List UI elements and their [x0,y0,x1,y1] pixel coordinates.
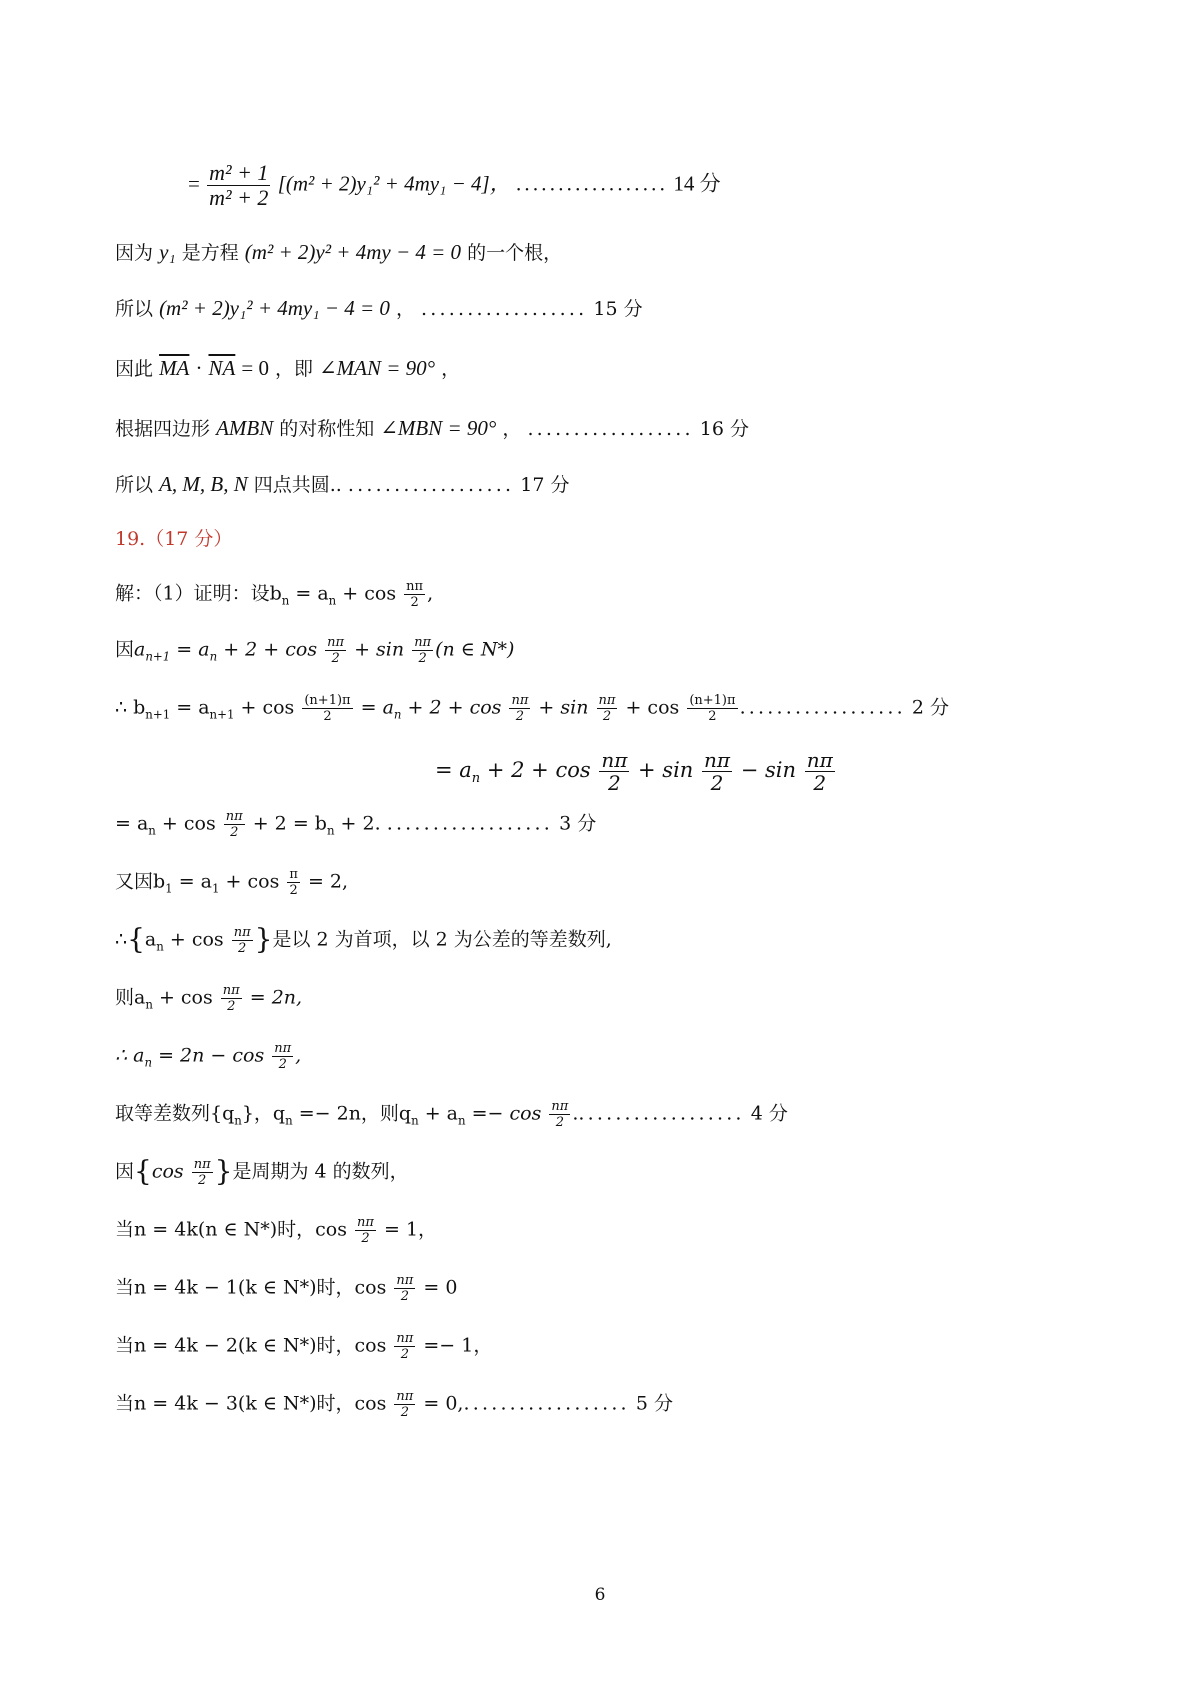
angle: ∠MBN = 90° [380,416,497,440]
score-label: 16 分 [699,418,750,440]
leader-dots: .................. [578,1102,745,1125]
score-label: 17 分 [520,474,570,496]
fraction: $\frac{n\pi}{2}$ [551,1099,569,1130]
text-line: 则$a_n + \cos$ $\frac{n\pi}{2}$ = 2n, [115,983,303,1014]
fraction: $\frac{(n+1)\pi}{2}$ [304,693,351,724]
leader-dots: .................. [527,418,694,440]
expression: [(m² + 2)y₁² + 4my₁ − 4]， [277,171,511,196]
vector-na: $\overline{NA}$ [208,356,236,380]
fraction: $\frac{n\pi}{2}$ [193,1157,211,1188]
score-label: 5 分 [635,1392,673,1415]
fraction: $\frac{n\pi}{2}$ [396,1389,414,1420]
text-line-2: ∴ $b_{n+1} = a_{n+1} + \cos$ $\frac{(n+1)\pi}{2}$ = $a_n + 2 + \cos$ $\frac{n\pi}{2}$ + sin $\frac{n\pi}{2}$ + cos $\frac{(n+1)\pi}{2}$ .................. 2 分 [115,693,950,724]
equation: (m² + 2)y₁² + 4my₁ − 4 = 0 [159,296,390,320]
text-line: 当n = 4k(n ∈ N*)时，cos $\frac{n\pi}{2}$ = 1， [115,1215,438,1246]
fraction: $\frac{n\pi}{2}$ [806,748,833,795]
text-line: 因{cos $\frac{n\pi}{2}$ }是周期为 4 的数列， [115,1154,409,1188]
fraction: $\frac{\text{m² + 1}}{\text{m² + 2}}$ [209,160,269,210]
leader-dots: .................. [515,171,669,196]
text-line-17: 所以 A, M, B, N 四点共圆.. .................. 17 分 [115,472,570,496]
score-label: 2 分 [911,696,950,719]
score-label: 15 分 [593,298,643,320]
vector-ma: $\overline{MA}$ [159,356,190,380]
fraction: $\frac{n\pi}{2}$ [327,635,345,666]
fraction: $\frac{\pi}{2}$ [289,867,298,898]
fraction: $\frac{n\pi}{2}$ [225,809,243,840]
fraction: $\frac{(n+1)\pi}{2}$ [689,693,736,724]
fraction: $\frac{n\pi}{2}$ [396,1331,414,1362]
text-line: 解：（1）证明：设$b_n = a_n + \cos$ $\frac{n\pi}{2}$ , [115,579,434,610]
fraction: $\frac{n\pi}{2}$ [274,1041,292,1072]
text-line-15: 所以 (m² + 2)y₁² + 4my₁ − 4 = 0 ， .................. 15 分 [115,296,643,320]
question-heading: 19.（17 分） [115,528,233,550]
angle: ∠MAN = 90° [319,356,436,380]
text-line-4: 取等差数列$\{q_n\}$，$q_n =- 2n$，则$q_n + a_n =- \cos$ $\frac{n\pi}{2}$ ................... 4 分 [115,1099,788,1130]
leader-dots: .................. [347,474,515,496]
fraction: $\frac{n\pi}{2}$ [598,693,616,724]
equation-line-14: = $\frac{\text{m² + 1}}{\text{m² + 2}}$ [(m² + 2)y₁² + 4my₁ − 4]， .................. 14 分 [188,160,721,210]
leader-dots: .................. [421,298,588,320]
text-line-16: 根据四边形 AMBN 的对称性知 ∠MBN = 90° ， .................. 16 分 [115,416,750,440]
text-line: = $a_n + 2 + \cos$ $\frac{n\pi}{2}$ + sin $\frac{n\pi}{2}$ − sin $\frac{n\pi}{2}$ [435,748,833,795]
text-line-5: 当n = 4k − 3(k ∈ N*)时，cos $\frac{n\pi}{2}$ = 0,.................. 5 分 [115,1389,673,1420]
score-label: 4 分 [750,1102,788,1125]
text-line: 因为 y₁ 是方程 (m² + 2)y² + 4my − 4 = 0 的一个根， [115,240,563,264]
page-number: 6 [594,1585,606,1605]
fraction: $\frac{n\pi}{2}$ [222,983,240,1014]
fraction: $\frac{n\pi}{2}$ [511,693,529,724]
fraction: $\frac{n\pi}{2}$ [396,1273,414,1304]
text-line: 当n = 4k − 2(k ∈ N*)时，cos $\frac{n\pi}{2}$ =− 1， [115,1331,493,1362]
leader-dots: .................. [463,1392,630,1415]
text-line: 因此 $\overline{MA} \cdot \overline{NA} = 0$ ，即 ∠MAN = 90° ， [115,356,461,380]
score-label: 3 分 [559,812,597,835]
text-line: 当n = 4k − 1(k ∈ N*)时，cos $\frac{n\pi}{2}$ = 0 [115,1273,458,1304]
text-line: 因$a_{n+1} = a_n + 2 + \cos$ $\frac{n\pi}{2}$ + sin $\frac{n\pi}{2}$ (n ∈ N*) [115,635,515,666]
text-line: ∴ $a_n = 2n - \cos$ $\frac{n\pi}{2}$ , [115,1041,302,1072]
fraction: $\frac{n\pi}{2}$ [357,1215,374,1246]
fraction: $\frac{n\pi}{2}$ [406,579,424,610]
text-line: $\therefore\{a_n + \cos$ $\frac{n\pi}{2}$ }是以 2 为首项，以 2 为公差的等差数列, [115,922,612,956]
fraction: $\frac{n\pi}{2}$ [704,748,731,795]
leader-dots: .................. [386,812,554,835]
text-line: 又因$b_1 = a_1 + \cos$ $\frac{\pi}{2}$ = 2, [115,867,349,898]
leader-dots: .................. [739,696,906,719]
text-line-3: = $a_n + \cos$ $\frac{n\pi}{2}$ + $2 = b_n + 2$. .................. 3 分 [115,809,597,840]
fraction: $\frac{n\pi}{2}$ [414,635,432,666]
equation: (m² + 2)y² + 4my − 4 = 0 [244,240,462,264]
fraction: $\frac{n\pi}{2}$ [601,748,628,795]
fraction: $\frac{n\pi}{2}$ [233,925,251,956]
score-label: 14 分 [673,171,721,196]
